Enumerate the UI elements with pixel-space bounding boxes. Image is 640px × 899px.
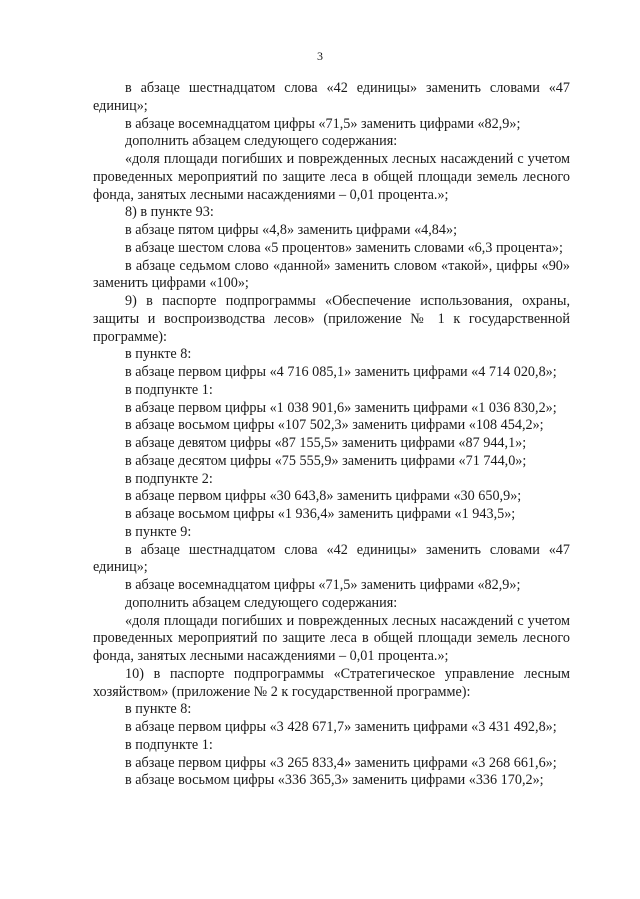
paragraph-28: в подпункте 1:	[125, 736, 213, 753]
paragraph-20: в пункте 9:	[125, 523, 192, 540]
paragraph-4: «доля площади погибших и поврежденных лесных насаждений с учетом проведенных мероприятий по защите леса в общей площади земель лесного фонда, занятых лесными насаждениями – 0,01 процента.»;	[93, 151, 570, 203]
paragraph-27: в абзаце первом цифры «3 428 671,7» заменить цифрами «3 431 492,8»;	[125, 719, 557, 735]
paragraph-5: 8) в пункте 93:	[125, 204, 214, 221]
paragraph-23: дополнить абзацем следующего содержания:	[125, 594, 398, 611]
document-body	[93, 80, 570, 790]
paragraph-9: 9) в паспорте подпрограммы «Обеспечение использования, охраны, защиты и воспроизводства лесов» (приложение № 1 к государственной программе):	[93, 293, 570, 345]
paragraph-12: в подпункте 1:	[125, 381, 213, 398]
paragraph-30: в абзаце восьмом цифры «336 365,3» заменить цифрами «336 170,2»;	[125, 772, 544, 789]
paragraph-22: в абзаце восемнадцатом цифры «71,5» заменить цифрами «82,9»;	[125, 577, 521, 593]
paragraph-13: в абзаце первом цифры «1 038 901,6» заменить цифрами «1 036 830,2»;	[125, 399, 557, 416]
paragraph-8: в абзаце седьмом слово «данной» заменить словом «такой», цифры «90» заменить цифрами «100»;	[93, 257, 570, 292]
paragraph-10: в пункте 8:	[125, 346, 192, 363]
paragraph-24: «доля площади погибших и поврежденных лесных насаждений с учетом проведенных мероприятий по защите леса в общей площади земель лесного фонда, занятых лесными насаждениями – 0,01 процента.»;	[93, 612, 570, 664]
paragraph-3: дополнить абзацем следующего содержания:	[125, 133, 398, 150]
paragraph-14: в абзаце восьмом цифры «107 502,3» заменить цифрами «108 454,2»;	[125, 417, 544, 434]
paragraph-16: в абзаце десятом цифры «75 555,9» заменить цифрами «71 744,0»;	[125, 452, 527, 469]
paragraph-1: в абзаце шестнадцатом слова «42 единицы» заменить словами «47 единиц»;	[93, 80, 570, 114]
paragraph-11: в абзаце первом цифры «4 716 085,1» заменить цифрами «4 714 020,8»;	[125, 364, 557, 380]
paragraph-18: в абзаце первом цифры «30 643,8» заменить цифрами «30 650,9»;	[125, 488, 522, 505]
paragraph-25: 10) в паспорте подпрограммы «Стратегическое управление лесным хозяйством» (приложение № 2 к государственной программе):	[93, 665, 570, 700]
paragraph-17: в подпункте 2:	[125, 470, 213, 487]
paragraph-21: в абзаце шестнадцатом слова «42 единицы» заменить словами «47 единиц»;	[93, 541, 570, 576]
paragraph-6: в абзаце пятом цифры «4,8» заменить цифрами «4,84»;	[125, 222, 458, 238]
page-number: 3	[317, 49, 323, 63]
paragraph-15: в абзаце девятом цифры «87 155,5» заменить цифрами «87 944,1»;	[125, 435, 527, 451]
paragraph-29: в абзаце первом цифры «3 265 833,4» заменить цифрами «3 268 661,6»;	[125, 754, 557, 771]
paragraph-26: в пункте 8:	[125, 701, 192, 718]
paragraph-7: в абзаце шестом слова «5 процентов» заменить словами «6,3 процента»;	[125, 239, 563, 256]
paragraph-2: в абзаце восемнадцатом цифры «71,5» заменить цифрами «82,9»;	[125, 115, 521, 132]
paragraph-19: в абзаце восьмом цифры «1 936,4» заменить цифрами «1 943,5»;	[125, 506, 516, 522]
